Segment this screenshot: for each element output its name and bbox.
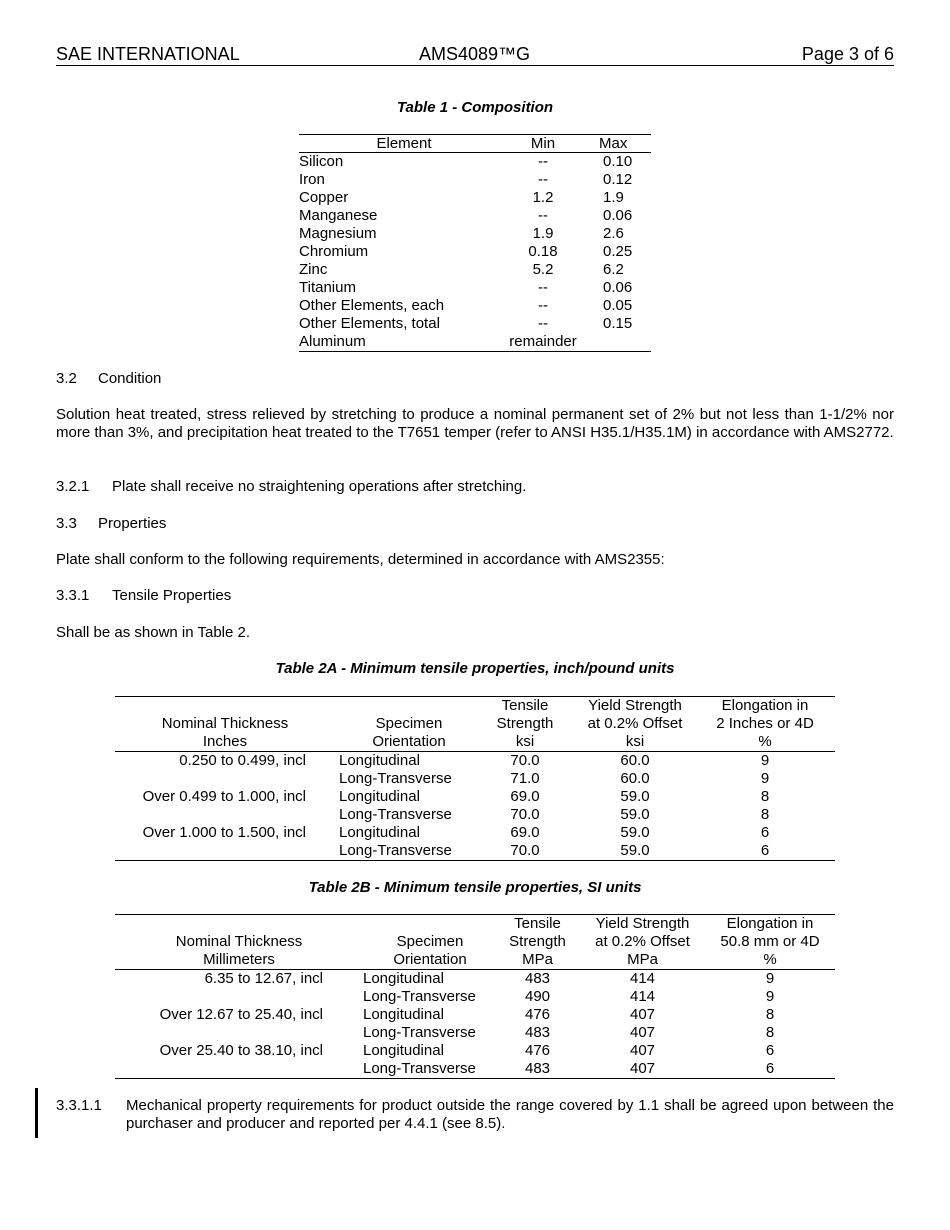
table-cell: 9 <box>760 770 770 787</box>
col-header: Orientation <box>393 951 467 968</box>
col-header: at 0.2% Offset <box>595 933 690 950</box>
col-header: % <box>763 951 777 968</box>
table-cell: Zinc <box>299 261 328 278</box>
table-cell: 407 <box>629 1060 656 1077</box>
section-3-3-1-1 <box>56 1097 894 1132</box>
section-number: 3.2 <box>56 370 77 387</box>
section-title: Condition <box>98 370 162 387</box>
col-header: 2 Inches or 4D <box>716 715 814 732</box>
table-header-row <box>115 915 835 970</box>
table-cell: 1.9 <box>532 225 554 242</box>
table-header-row <box>299 135 651 153</box>
table-cell: -- <box>538 297 548 314</box>
col-header: % <box>758 733 772 750</box>
table-cell: 407 <box>629 1042 656 1059</box>
table-cell: 483 <box>524 970 551 987</box>
composition-table <box>299 134 651 352</box>
table-cell: 9 <box>760 752 770 769</box>
table-cell: 407 <box>629 1006 656 1023</box>
table-row <box>299 153 651 171</box>
table-cell: Silicon <box>299 153 344 170</box>
col-header: at 0.2% Offset <box>587 715 683 732</box>
table-cell: 69.0 <box>510 788 540 805</box>
table-row <box>299 225 651 243</box>
table-cell: Manganese <box>299 207 378 224</box>
table-cell: 60.0 <box>620 770 650 787</box>
col-header: ksi <box>515 733 535 750</box>
col-header: Inches <box>202 733 248 750</box>
table-cell: remainder <box>509 333 577 350</box>
table-cell: 0.10 <box>603 153 633 170</box>
table-cell: 414 <box>629 970 656 987</box>
table-cell: -- <box>538 207 548 224</box>
table-cell: 70.0 <box>510 806 540 823</box>
table-cell: Over 1.000 to 1.500, incl <box>142 824 306 841</box>
col-header: Specimen <box>396 933 464 950</box>
table-cell: 483 <box>524 1060 551 1077</box>
col-header: Specimen <box>375 715 443 732</box>
section-3-2-heading <box>56 370 894 388</box>
table-cell: 59.0 <box>620 806 650 823</box>
table-cell: 5.2 <box>532 261 554 278</box>
table-row <box>299 333 651 351</box>
table-row <box>299 297 651 315</box>
table-row <box>115 970 835 988</box>
table-cell: 6.35 to 12.67, incl <box>204 970 323 987</box>
table-row <box>299 279 651 297</box>
table-cell: 8 <box>760 806 770 823</box>
table-header-row <box>115 697 835 752</box>
table-cell: 476 <box>524 1042 551 1059</box>
col-header: Strength <box>509 933 566 950</box>
table-cell: -- <box>538 171 548 188</box>
table-cell: -- <box>538 279 548 296</box>
table2b-caption: Table 2B - Minimum tensile properties, SI units <box>308 879 642 896</box>
table1-caption: Table 1 - Composition <box>396 99 554 116</box>
col-header: Elongation in <box>721 697 809 714</box>
table-cell: 9 <box>765 970 775 987</box>
table-row <box>299 261 651 279</box>
table-cell: 70.0 <box>510 752 540 769</box>
table-cell: -- <box>538 153 548 170</box>
table-cell: 2.6 <box>603 225 624 242</box>
table-cell: 490 <box>524 988 551 1005</box>
table-row <box>115 988 835 1006</box>
section-text: Mechanical property requirements for product outside the range covered by 1.1 shall be agreed upon between the purchaser and producer and reported per 4.4.1 (see 8.5). <box>126 1097 894 1132</box>
col-header: Nominal Thickness <box>161 715 289 732</box>
table-cell: Long-Transverse <box>363 988 476 1005</box>
table-cell: 69.0 <box>510 824 540 841</box>
section-title: Properties <box>98 515 167 532</box>
table-cell: 71.0 <box>510 770 540 787</box>
section-3-3-heading <box>56 515 894 533</box>
col-header: Tensile <box>501 697 549 714</box>
table-row <box>115 770 835 788</box>
col-header: ksi <box>625 733 645 750</box>
table-cell: Longitudinal <box>363 970 444 987</box>
section-text: Plate shall receive no straightening operations after stretching. <box>112 478 527 495</box>
table-cell: Longitudinal <box>339 788 420 805</box>
table-cell: -- <box>538 315 548 332</box>
table-row <box>299 189 651 207</box>
table-cell: 414 <box>629 988 656 1005</box>
table-cell: Chromium <box>299 243 369 260</box>
revision-bar <box>35 1088 38 1138</box>
table-cell: Titanium <box>299 279 356 296</box>
table-cell: 0.05 <box>603 297 633 314</box>
table-cell: Over 25.40 to 38.10, incl <box>159 1042 323 1059</box>
table-row <box>299 171 651 189</box>
table-cell: Longitudinal <box>363 1042 444 1059</box>
table-cell: 6.2 <box>603 261 624 278</box>
table-cell: Long-Transverse <box>363 1060 476 1077</box>
table-cell: 0.12 <box>603 171 633 188</box>
col-header: Orientation <box>372 733 446 750</box>
table-cell: 0.06 <box>603 279 633 296</box>
table-cell: 9 <box>765 988 775 1005</box>
table-cell: Other Elements, total <box>299 315 440 332</box>
table-cell: 407 <box>629 1024 656 1041</box>
col-header: Tensile <box>514 915 561 932</box>
table-cell: 59.0 <box>620 824 650 841</box>
table-cell: Longitudinal <box>339 824 420 841</box>
table-row <box>115 824 835 842</box>
table-cell: Other Elements, each <box>299 297 445 314</box>
table-row <box>115 752 835 770</box>
table-cell: Magnesium <box>299 225 377 242</box>
table-row <box>299 207 651 225</box>
table-cell: Iron <box>299 171 325 188</box>
table-cell: Copper <box>299 189 349 206</box>
table-cell: 8 <box>765 1006 775 1023</box>
table-cell: 8 <box>760 788 770 805</box>
table-cell: 6 <box>765 1060 775 1077</box>
table-cell: Long-Transverse <box>339 806 452 823</box>
section-3-2-1 <box>56 478 894 496</box>
table-cell: 59.0 <box>620 788 650 805</box>
header-doc-number: AMS4089™G <box>419 44 531 64</box>
header-page-number: Page 3 of 6 <box>801 44 894 64</box>
table-cell: Over 12.67 to 25.40, incl <box>159 1006 323 1023</box>
table-cell: 60.0 <box>620 752 650 769</box>
section-number: 3.3.1 <box>56 587 90 604</box>
table-row <box>115 842 835 860</box>
table-cell: 1.2 <box>532 189 554 206</box>
table-cell: 6 <box>760 824 770 841</box>
col-header: Element <box>376 135 432 152</box>
col-header: 50.8 mm or 4D <box>720 933 820 950</box>
tensile-table-si <box>115 914 835 1079</box>
section-3-3-text: Plate shall conform to the following requirements, determined in accordance with AMS2355: <box>56 551 665 568</box>
table-cell: 1.9 <box>603 189 624 206</box>
table-cell: 70.0 <box>510 842 540 859</box>
table-cell: 59.0 <box>620 842 650 859</box>
table-cell: Longitudinal <box>363 1006 444 1023</box>
col-header: Yield Strength <box>588 697 682 714</box>
col-header: Nominal Thickness <box>175 933 303 950</box>
table-cell: Long-Transverse <box>339 842 452 859</box>
table-cell: Long-Transverse <box>339 770 452 787</box>
table-cell: 8 <box>765 1024 775 1041</box>
col-header: Min <box>530 135 556 152</box>
section-number: 3.3 <box>56 515 77 532</box>
table-cell: 6 <box>760 842 770 859</box>
table2a-caption: Table 2A - Minimum tensile properties, inch/pound units <box>275 660 675 677</box>
col-header: Max <box>599 135 628 152</box>
table-cell: 0.18 <box>528 243 558 260</box>
page-header <box>56 44 894 66</box>
table-row <box>115 1006 835 1024</box>
table-cell: Longitudinal <box>339 752 420 769</box>
table-cell: 0.06 <box>603 207 633 224</box>
table-cell: Long-Transverse <box>363 1024 476 1041</box>
table-cell: 0.250 to 0.499, incl <box>179 752 306 769</box>
table-cell: 483 <box>524 1024 551 1041</box>
table-row <box>115 1024 835 1042</box>
table-row <box>115 1060 835 1078</box>
table-row <box>115 806 835 824</box>
section-number: 3.2.1 <box>56 478 90 495</box>
table-cell: 476 <box>524 1006 551 1023</box>
col-header: MPa <box>522 951 553 968</box>
table-cell: Aluminum <box>299 333 366 350</box>
table-row <box>115 788 835 806</box>
col-header: Elongation in <box>726 915 814 932</box>
table-cell: 0.15 <box>603 315 633 332</box>
col-header: Millimeters <box>203 951 275 968</box>
section-title: Tensile Properties <box>112 587 232 604</box>
col-header: MPa <box>627 951 658 968</box>
col-header: Yield Strength <box>595 915 690 932</box>
section-number: 3.3.1.1 <box>56 1097 102 1114</box>
table-row <box>299 243 651 261</box>
table-row <box>115 1042 835 1060</box>
table-cell: 6 <box>765 1042 775 1059</box>
section-3-2-text: Solution heat treated, stress relieved by stretching to produce a nominal permanent set of 2% but not less than 1-1/2% nor more than 3%, and precipitation heat treated to the T7651 temper (refer to ANSI H35.1/H35.1M) in accordance with AMS2772. <box>56 406 894 441</box>
col-header: Strength <box>496 715 554 732</box>
table-cell: Over 0.499 to 1.000, incl <box>142 788 306 805</box>
section-3-3-1-text: Shall be as shown in Table 2. <box>56 624 251 641</box>
header-org: SAE INTERNATIONAL <box>56 44 240 64</box>
table-row <box>299 315 651 333</box>
section-3-3-1-heading <box>56 587 894 605</box>
table-cell: 0.25 <box>603 243 633 260</box>
tensile-table-inch <box>115 696 835 861</box>
